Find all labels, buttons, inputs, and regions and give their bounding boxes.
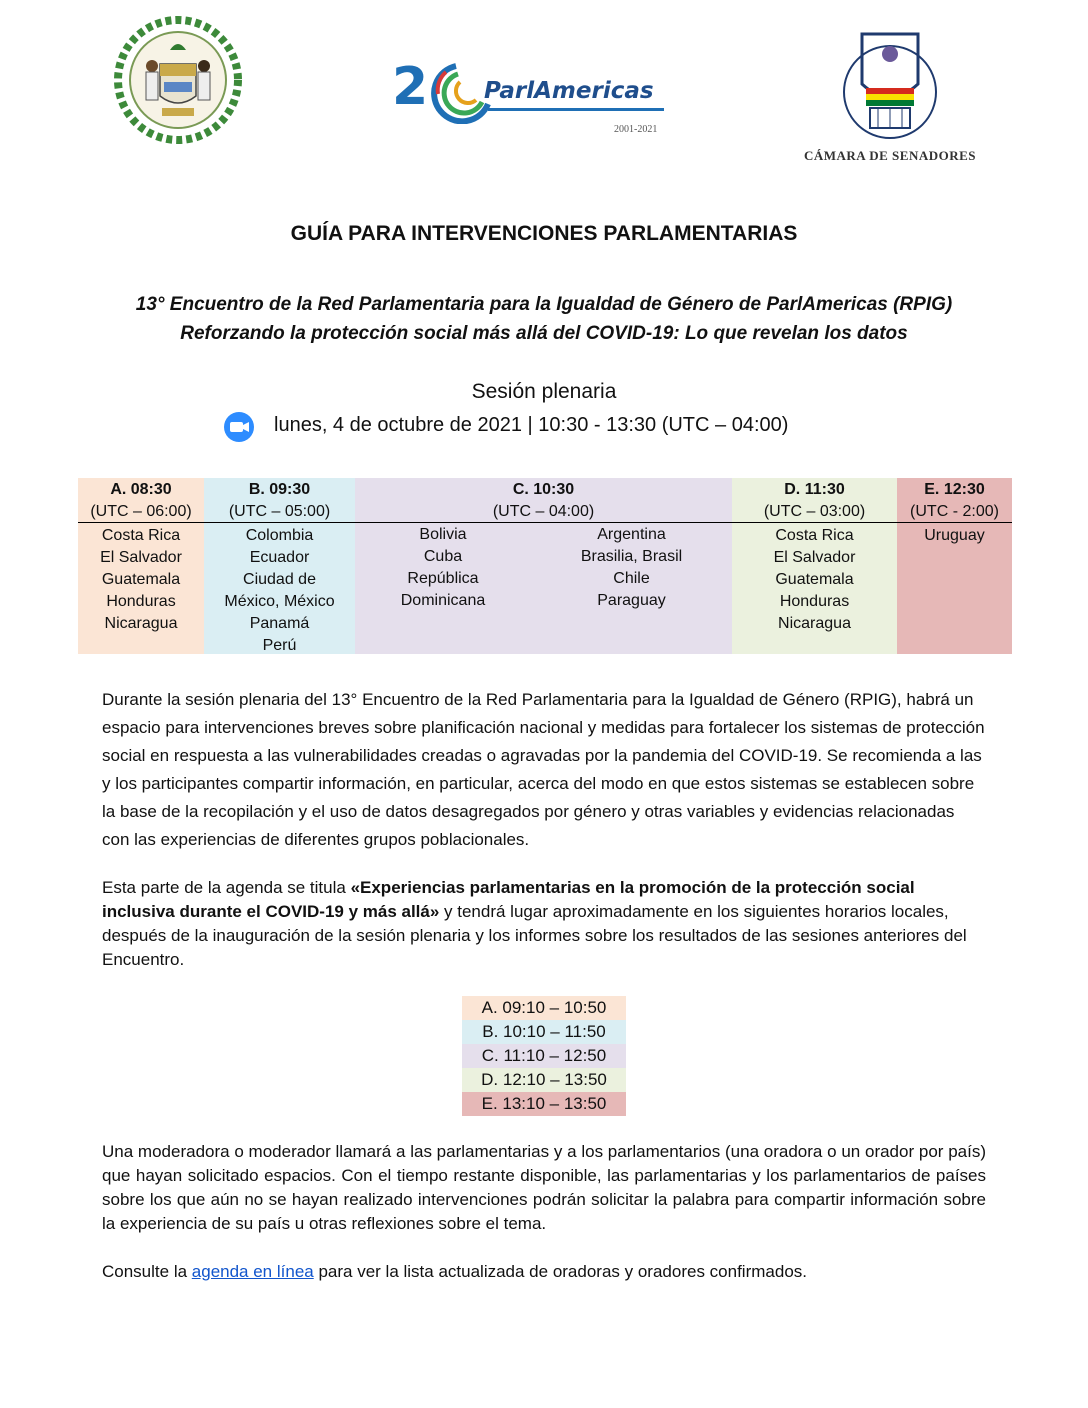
country-item: Bolivia	[419, 526, 467, 543]
country-list	[897, 523, 1012, 547]
online-agenda-suffix: para ver la lista actualizada de oradoras y oradores confirmados.	[313, 1262, 807, 1281]
document-subtitle	[0, 290, 1088, 348]
timezone-time: A. 08:30	[110, 481, 172, 498]
country-item: Perú	[262, 637, 297, 654]
parlamericas-wordmark: ParlAmericas	[484, 78, 654, 104]
svg-text:2: 2	[392, 57, 429, 117]
country-item: Argentina	[597, 526, 666, 543]
parlamericas-logo	[392, 54, 672, 154]
country-item: Ciudad de	[243, 571, 316, 588]
belize-coat-of-arms-logo	[112, 14, 244, 146]
timezone-time: D. 11:30	[784, 481, 845, 498]
agenda-paragraph	[102, 876, 986, 972]
timezone-time: E. 12:30	[924, 481, 985, 498]
country-list-right	[531, 524, 732, 612]
timezone-table	[78, 478, 1012, 654]
country-list	[78, 523, 204, 635]
country-item: Uruguay	[924, 527, 985, 544]
timezone-column-b	[204, 478, 355, 654]
country-item: Colombia	[245, 527, 314, 544]
country-item: República	[407, 570, 479, 587]
country-item: Ecuador	[249, 549, 310, 566]
agenda-paragraph-suffix: y tendrá lugar aproximadamente en los siguientes horarios locales, después de la inauguración de la sesión plenaria y los informes sobre los resultados de las sesiones anteriores del Encuentro.	[102, 902, 967, 969]
country-list	[204, 523, 355, 657]
country-item: Nicaragua	[778, 615, 851, 632]
country-item: El Salvador	[100, 549, 182, 566]
schedule-row-c: C. 11:10 – 12:50	[462, 1044, 626, 1068]
parlamericas-underline	[488, 108, 664, 111]
timezone-utc: (UTC – 06:00)	[90, 503, 192, 520]
camara-wordmark: CÁMARA DE SENADORES	[803, 148, 977, 163]
country-item: México, México	[224, 593, 335, 610]
timezone-utc: (UTC – 05:00)	[228, 503, 331, 520]
country-item: Costa Rica	[775, 527, 854, 544]
timezone-time: C. 10:30	[512, 481, 575, 498]
online-agenda-link[interactable]: agenda en línea	[191, 1262, 314, 1281]
country-item: Costa Rica	[101, 527, 181, 544]
country-item: Guatemala	[775, 571, 854, 588]
timezone-column-d	[732, 478, 897, 654]
session-heading: Sesión plenaria	[471, 380, 617, 403]
country-item: Guatemala	[101, 571, 181, 588]
country-item: Brasilia, Brasil	[580, 548, 683, 565]
intro-paragraph: Durante la sesión plenaria del 13° Encuentro de la Red Parlamentaria para la Igualdad de Género (RPIG), habrá un espacio para intervenciones breves sobre planificación nacional y medidas para fortalecer los sistemas de protección social en respuesta a las vulnerabilidades creadas o agravadas por la pandemia del COVID-19. Se recomienda a las y los participantes compartir información, en particular, acerca del modo en que estos sistemas se establecen sobre la base de la recopilación y el uso de datos desagregados por género y otras variables y evidencias relacionadas con las experiencias de diferentes grupos poblacionales.	[102, 690, 985, 849]
agenda-title-bold: «Experiencias parlamentarias en la promoción de la protección social inclusiva durante el COVID-19 y más allá»	[102, 878, 915, 921]
schedule-row-e: E. 13:10 – 13:50	[462, 1092, 626, 1116]
table-header-rule	[78, 522, 1012, 523]
schedule-row-a: A. 09:10 – 10:50	[462, 996, 626, 1020]
timezone-utc: (UTC – 03:00)	[763, 503, 866, 520]
document-title: GUÍA PARA INTERVENCIONES PARLAMENTARIAS	[290, 222, 798, 245]
video-camera-icon	[224, 412, 254, 442]
country-item: Dominicana	[400, 592, 486, 609]
country-list-left	[355, 524, 531, 612]
schedule-row-d: D. 12:10 – 13:50	[462, 1068, 626, 1092]
timezone-utc: (UTC – 04:00)	[492, 503, 595, 520]
timezone-column-c	[355, 478, 732, 654]
parlamericas-years: 2001-2021	[614, 124, 658, 135]
country-item: Honduras	[106, 593, 176, 610]
subtitle-line-2: Reforzando la protección social más allá del COVID-19: Lo que revelan los datos	[180, 323, 908, 344]
timezone-time: B. 09:30	[248, 481, 311, 498]
country-item: Nicaragua	[104, 615, 178, 632]
agenda-paragraph-prefix: Esta parte de la agenda se titula	[102, 878, 351, 897]
schedule-row-b: B. 10:10 – 11:50	[462, 1020, 626, 1044]
country-item: Cuba	[423, 548, 463, 565]
moderation-paragraph: Una moderadora o moderador llamará a las parlamentarias y a los parlamentarios (una oradora o un orador por país) que hayan solicitado espacios. Con el tiempo restante disponible, las parlamentarias y los parlamentarios de países sobre los que aún no se hayan realizado intervenciones podrán solicitar la palabra para compartir información sobre la experiencia de su país u otras reflexiones sobre el tema.	[102, 1142, 986, 1233]
country-item: Chile	[613, 570, 650, 587]
timezone-column-e	[897, 478, 1012, 654]
country-list	[732, 523, 897, 635]
timezone-column-a	[78, 478, 204, 654]
country-item: Panamá	[249, 615, 310, 632]
country-item: El Salvador	[773, 549, 856, 566]
schedule-table	[462, 996, 626, 1116]
header-logos	[0, 14, 1088, 174]
online-agenda-prefix: Consulte la	[102, 1262, 192, 1281]
senate-building-icon	[800, 24, 980, 144]
country-item: Paraguay	[597, 592, 666, 609]
timezone-utc: (UTC - 2:00)	[910, 503, 999, 520]
subtitle-line-1: 13° Encuentro de la Red Parlamentaria para la Igualdad de Género de ParlAmericas (RPIG)	[135, 294, 953, 315]
online-agenda-paragraph	[102, 1260, 986, 1284]
session-date-text: lunes, 4 de octubre de 2021 | 10:30 - 13:30 (UTC – 04:00)	[274, 414, 789, 436]
country-item: Honduras	[779, 593, 850, 610]
camara-senadores-logo	[800, 24, 980, 169]
